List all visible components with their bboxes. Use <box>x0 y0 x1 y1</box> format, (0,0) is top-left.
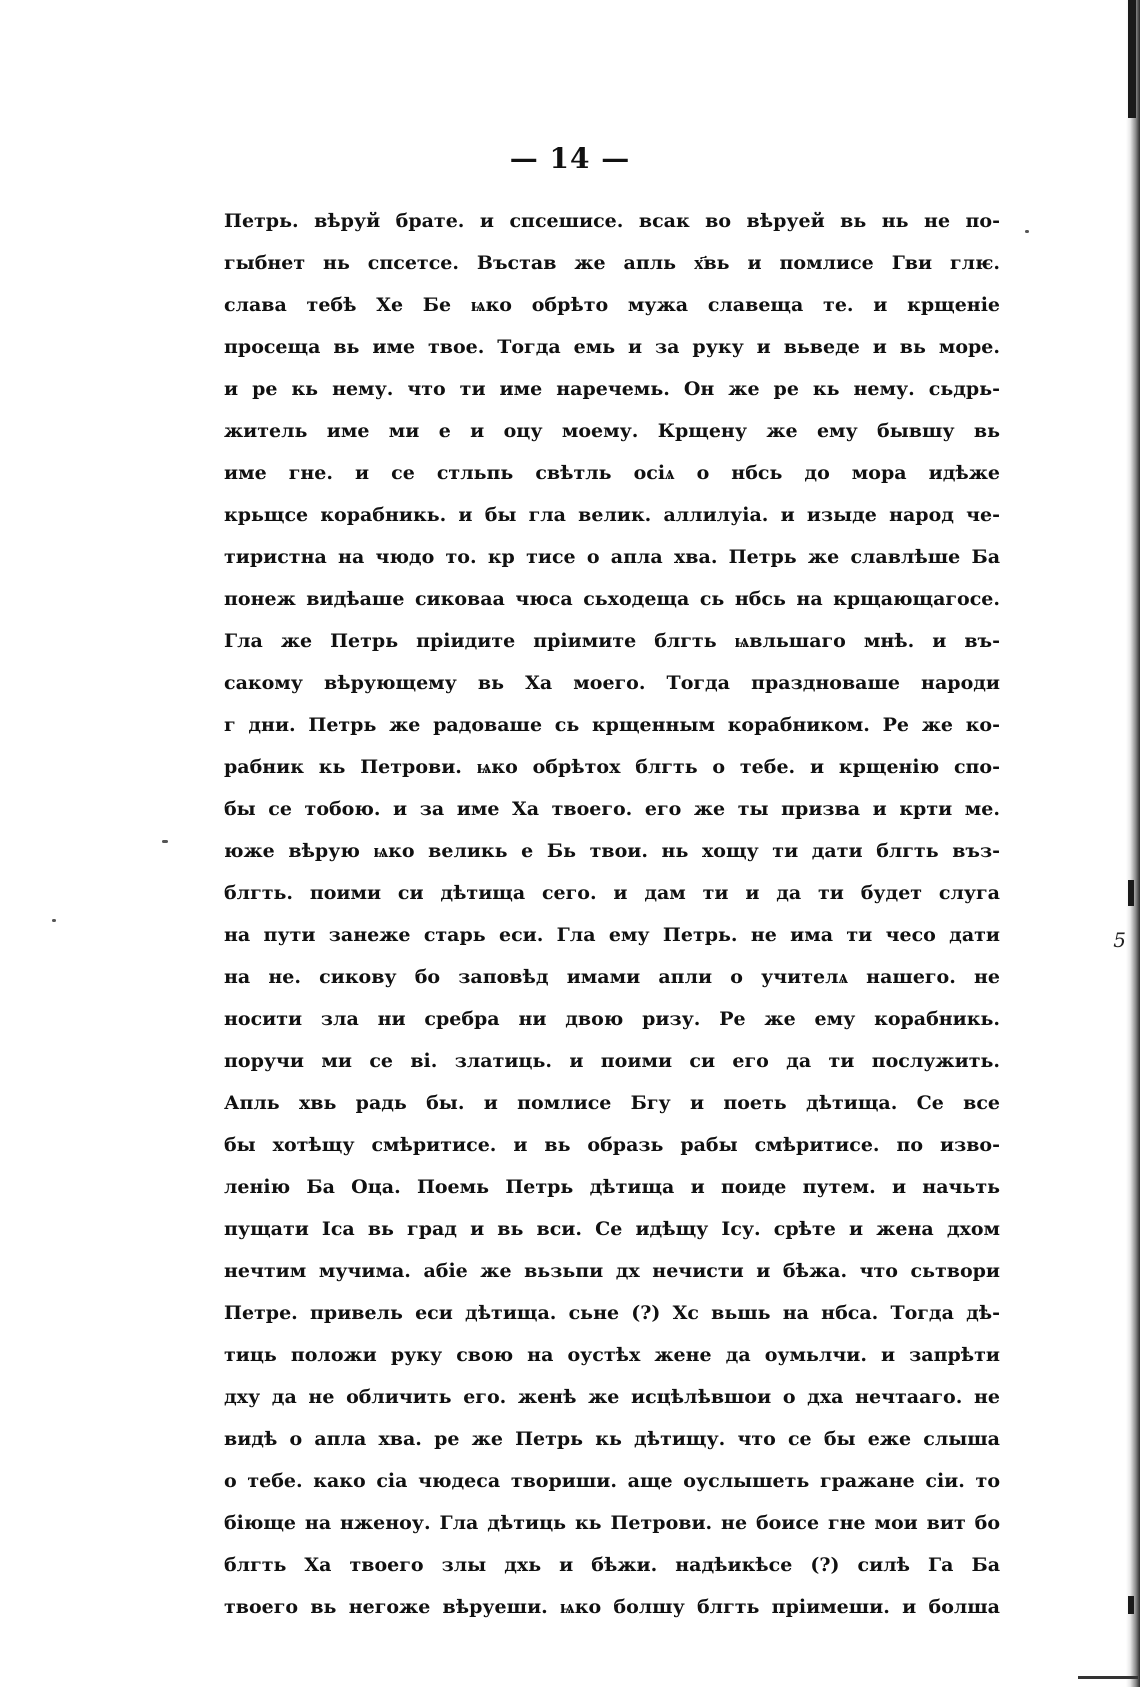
text-line: ленію Ба Оца. Поемь Петрь дѣтища и поиде путем. и начьть <box>224 1176 1000 1198</box>
scan-edge-mark <box>1128 0 1136 118</box>
text-line: рабник кь Петрови. ѩко обрѣтох блгть о тебе. и крщенію спо- <box>224 756 1000 778</box>
text-line: Петре. привель еси дѣтища. сьне (?) Хс вьшь на нбса. Тогда дѣ- <box>224 1302 1000 1324</box>
text-line: на не. сикову бо заповѣд имами апли о учителѧ нашего. не <box>224 966 1000 988</box>
text-line: и ре кь нему. что ти име наречемь. Он же ре кь нему. сьдрь- <box>224 378 1000 400</box>
text-line: крьщсе корабникь. и бы гла велик. аллилуіа. и изыде народ че- <box>224 504 1000 526</box>
text-line: понеж видѣаше сиковаа чюса сьходеща сь нбсь на крщающагосе. <box>224 588 1000 610</box>
text-line: носити зла ни сребра ни двою ризу. Ре же ему корабникь. <box>224 1008 1000 1030</box>
text-line: поручи ми се ві. златиць. и поими си его да ти послужить. <box>224 1050 1000 1072</box>
text-line: Гла же Петрь пріидите пріимите блгть ѩвльшаго мнѣ. и въ- <box>224 630 1000 652</box>
scan-edge-shadow <box>1126 0 1140 1687</box>
text-line: бы се тобою. и за име Ха твоего. его же ты призва и крти ме. <box>224 798 1000 820</box>
text-line: име гне. и се стльпь свѣтль осіѧ о нбсь до мора идѣже <box>224 462 1000 484</box>
text-line: блгть Ха твоего злы дхь и бѣжи. надѣикѣсе (?) силѣ Га Ба <box>224 1554 1000 1576</box>
text-line: видѣ о апла хва. ре же Петрь кь дѣтищу. что се бы еже слыша <box>224 1428 1000 1450</box>
scan-speck <box>1025 230 1029 233</box>
text-line: Апль хвь радь бы. и помлисе Бгу и поеть дѣтища. Се все <box>224 1092 1000 1114</box>
text-line: просеща вь име твое. Тогда емь и за руку и вьведе и вь море. <box>224 336 1000 358</box>
text-line: біюще на нженоу. Гла дѣтиць кь Петрови. не боисе гне мои вит бо <box>224 1512 1000 1534</box>
text-line: дху да не обличить его. женѣ же исцѣлѣвшои о дха нечтааго. не <box>224 1386 1000 1408</box>
scan-edge-mark <box>1128 1596 1134 1614</box>
text-line: о тебе. како сіа чюдеса твориши. аще оуслышеть гражане сіи. то <box>224 1470 1000 1492</box>
text-line: сакому вѣрующему вь Ха моего. Тогда праздноваше народи <box>224 672 1000 694</box>
text-line: на пути занеже старь еси. Гла ему Петрь. не има ти чесо дати <box>224 924 1000 946</box>
margin-note: 5 <box>1113 928 1126 952</box>
text-line: пущати Іса вь град и вь вси. Се идѣщу Ісу. срѣте и жена дхом <box>224 1218 1000 1240</box>
text-line: Петрь. вѣруй брате. и спсешисе. всак во вѣруей вь нь не по- <box>224 210 1000 232</box>
text-line: г дни. Петрь же радоваше сь крщенным корабником. Ре же ко- <box>224 714 1000 736</box>
text-line: юже вѣрую ѩко великь е Бь твои. нь хощу ти дати блгть въз- <box>224 840 1000 862</box>
text-line: бы хотѣщу смѣритисе. и вь образь рабы смѣритисе. по изво- <box>224 1134 1000 1156</box>
text-line: нечтим мучима. абіе же вьзьпи дх нечисти и бѣжа. что сьтвори <box>224 1260 1000 1282</box>
text-line: тиць положи руку свою на оустѣх жене да оумьлчи. и запрѣти <box>224 1344 1000 1366</box>
page-number: — 14 — <box>509 142 631 175</box>
body-text <box>224 200 1000 1628</box>
text-line: житель име ми е и оцу моему. Крщену же ему бывшу вь <box>224 420 1000 442</box>
text-line: тиристна на чюдо то. кр тисе о апла хва. Петрь же славлѣше Ба <box>224 546 1000 568</box>
scan-speck <box>52 919 56 922</box>
text-line: слава тебѣ Хе Бе ѩко обрѣто мужа славеща те. и крщеніе <box>224 294 1000 316</box>
text-line: блгть. поими си дѣтища сего. и дам ти и да ти будет слуга <box>224 882 1000 904</box>
text-line: твоего вь негоже вѣруеши. ѩко болшу блгть пріимеши. и болша <box>224 1596 1000 1618</box>
text-line: гыбнет нь спсетсе. Въстав же апль х҃вь и помлисе Гви глѥ. <box>224 252 1000 274</box>
scan-edge-mark <box>1128 880 1134 906</box>
scan-edge-mark <box>1078 1676 1138 1679</box>
scan-speck <box>162 840 168 843</box>
